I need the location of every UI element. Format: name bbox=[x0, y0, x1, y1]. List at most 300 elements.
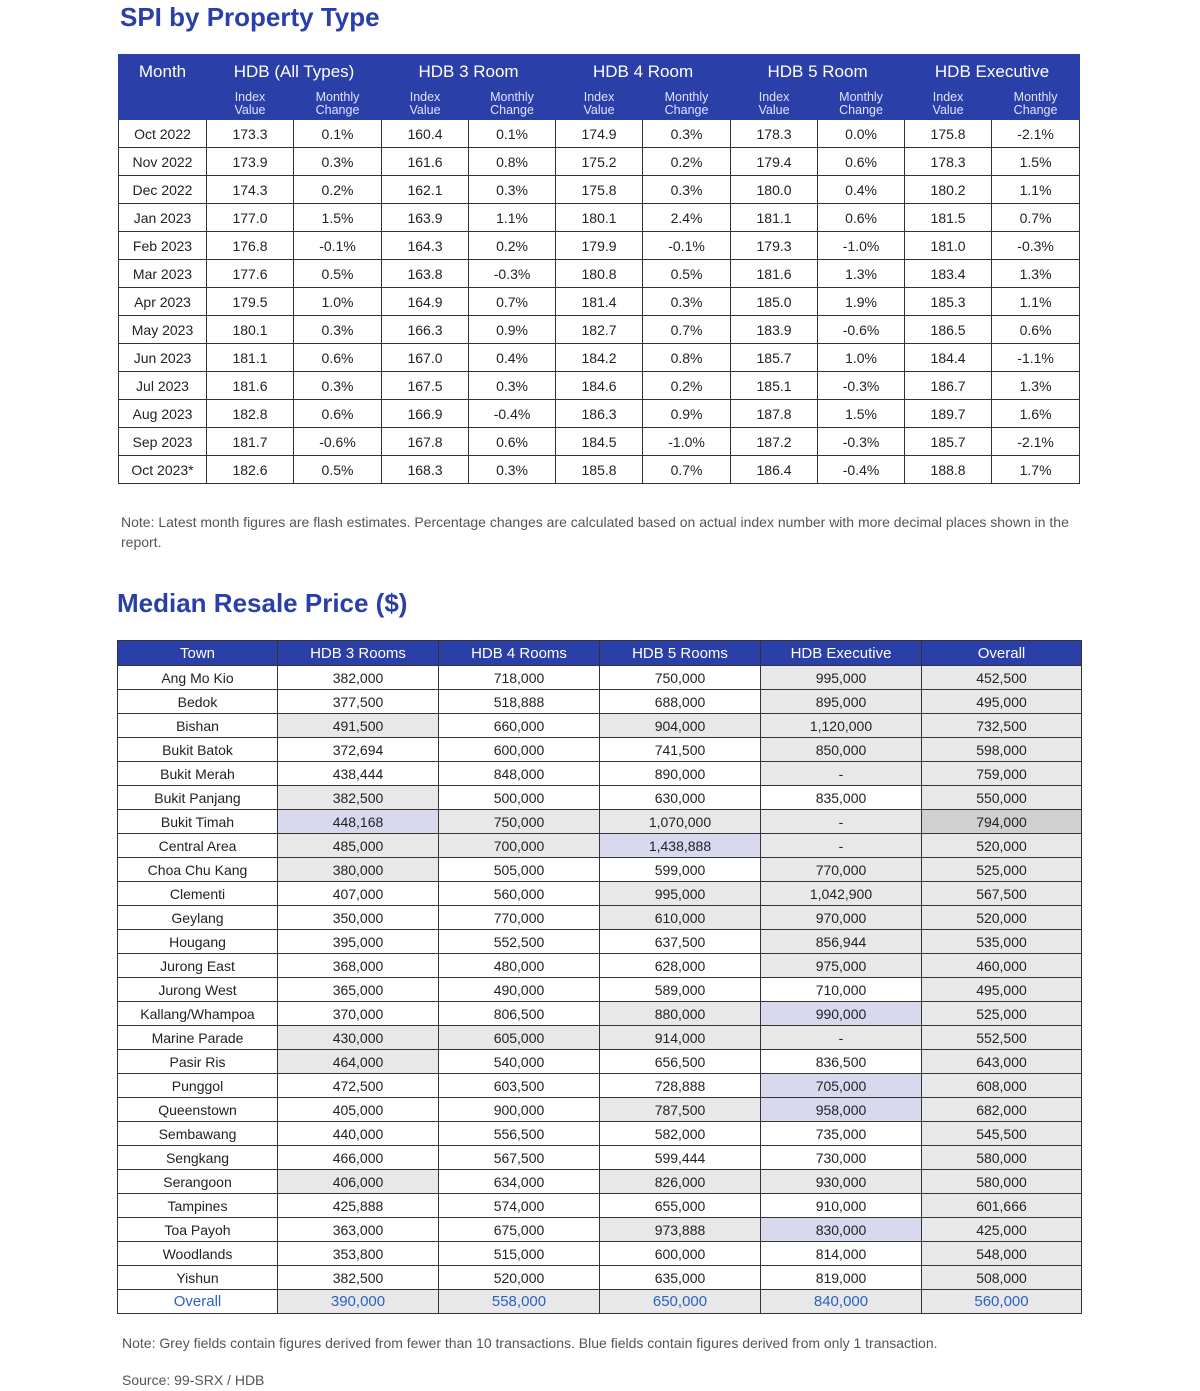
spi-month-cell: Oct 2022 bbox=[119, 120, 207, 148]
spi-value-cell: 166.3 bbox=[382, 316, 469, 344]
median-overall-value: 558,000 bbox=[439, 1290, 600, 1314]
median-town-cell: Tampines bbox=[118, 1194, 278, 1218]
spi-value-cell: -1.0% bbox=[643, 428, 731, 456]
median-row bbox=[118, 906, 1082, 930]
median-price-cell: 464,000 bbox=[278, 1050, 439, 1074]
median-price-cell: 599,444 bbox=[600, 1146, 761, 1170]
median-row bbox=[118, 1098, 1082, 1122]
spi-value-cell: 0.4% bbox=[818, 176, 905, 204]
spi-value-cell: 1.3% bbox=[992, 372, 1080, 400]
spi-value-cell: 186.4 bbox=[731, 456, 818, 484]
median-price-cell: 582,000 bbox=[600, 1122, 761, 1146]
spi-value-cell: 0.3% bbox=[469, 456, 556, 484]
median-row bbox=[118, 1122, 1082, 1146]
spi-value-cell: 0.0% bbox=[818, 120, 905, 148]
spi-value-cell: 184.2 bbox=[556, 344, 643, 372]
spi-value-cell: 181.7 bbox=[207, 428, 294, 456]
median-row bbox=[118, 1266, 1082, 1290]
spi-month-cell: May 2023 bbox=[119, 316, 207, 344]
median-price-cell: 365,000 bbox=[278, 978, 439, 1002]
median-price-cell: 406,000 bbox=[278, 1170, 439, 1194]
spi-value-cell: 175.8 bbox=[556, 176, 643, 204]
spi-value-cell: 0.5% bbox=[294, 260, 382, 288]
spi-value-cell: 0.3% bbox=[643, 288, 731, 316]
median-row bbox=[118, 1074, 1082, 1098]
median-price-cell: 508,000 bbox=[922, 1266, 1082, 1290]
spi-value-cell: 0.6% bbox=[992, 316, 1080, 344]
median-price-cell: 370,000 bbox=[278, 1002, 439, 1026]
spi-value-cell: -0.6% bbox=[818, 316, 905, 344]
median-row bbox=[118, 954, 1082, 978]
spi-month-cell: Feb 2023 bbox=[119, 232, 207, 260]
median-town-cell: Sengkang bbox=[118, 1146, 278, 1170]
median-price-cell: 520,000 bbox=[439, 1266, 600, 1290]
median-price-cell: 377,500 bbox=[278, 690, 439, 714]
spi-value-cell: 182.6 bbox=[207, 456, 294, 484]
spi-value-cell: 1.5% bbox=[818, 400, 905, 428]
median-price-cell: 491,500 bbox=[278, 714, 439, 738]
spi-value-cell: 173.9 bbox=[207, 148, 294, 176]
median-price-cell: 830,000 bbox=[761, 1218, 922, 1242]
median-price-cell: 363,000 bbox=[278, 1218, 439, 1242]
spi-value-cell: -0.3% bbox=[469, 260, 556, 288]
spi-value-cell: -1.1% bbox=[992, 344, 1080, 372]
median-price-cell: 914,000 bbox=[600, 1026, 761, 1050]
median-price-cell: 490,000 bbox=[439, 978, 600, 1002]
spi-value-cell: 0.2% bbox=[294, 176, 382, 204]
spi-value-cell: -2.1% bbox=[992, 428, 1080, 456]
spi-value-cell: 0.6% bbox=[294, 400, 382, 428]
median-town-cell: Clementi bbox=[118, 882, 278, 906]
spi-value-cell: 160.4 bbox=[382, 120, 469, 148]
spi-row bbox=[119, 372, 1080, 400]
median-price-cell: 520,000 bbox=[922, 834, 1082, 858]
spi-value-cell: 0.9% bbox=[643, 400, 731, 428]
spi-value-cell: 179.4 bbox=[731, 148, 818, 176]
spi-value-cell: 189.7 bbox=[905, 400, 992, 428]
spi-value-cell: 188.8 bbox=[905, 456, 992, 484]
median-price-cell: 395,000 bbox=[278, 930, 439, 954]
spi-value-cell: 177.0 bbox=[207, 204, 294, 232]
spi-value-cell: 187.2 bbox=[731, 428, 818, 456]
median-price-cell: 610,000 bbox=[600, 906, 761, 930]
median-row bbox=[118, 834, 1082, 858]
median-row bbox=[118, 690, 1082, 714]
spi-title: SPI by Property Type bbox=[120, 2, 380, 32]
median-price-cell: 382,500 bbox=[278, 1266, 439, 1290]
spi-value-cell: 1.1% bbox=[992, 288, 1080, 316]
spi-value-cell: -0.3% bbox=[818, 428, 905, 456]
spi-row bbox=[119, 456, 1080, 484]
median-price-cell: 382,500 bbox=[278, 786, 439, 810]
spi-value-cell: 180.8 bbox=[556, 260, 643, 288]
median-row bbox=[118, 1026, 1082, 1050]
spi-month-cell: Sep 2023 bbox=[119, 428, 207, 456]
spi-value-cell: 0.3% bbox=[294, 316, 382, 344]
median-price-cell: 910,000 bbox=[761, 1194, 922, 1218]
spi-value-cell: 181.5 bbox=[905, 204, 992, 232]
spi-value-cell: -1.0% bbox=[818, 232, 905, 260]
median-price-cell: 814,000 bbox=[761, 1242, 922, 1266]
spi-value-cell: 0.3% bbox=[469, 176, 556, 204]
median-price-cell: 460,000 bbox=[922, 954, 1082, 978]
spi-value-cell: 182.7 bbox=[556, 316, 643, 344]
spi-value-cell: 179.9 bbox=[556, 232, 643, 260]
spi-value-cell: -2.1% bbox=[992, 120, 1080, 148]
median-price-cell: 806,500 bbox=[439, 1002, 600, 1026]
spi-value-cell: 184.6 bbox=[556, 372, 643, 400]
median-town-cell: Pasir Ris bbox=[118, 1050, 278, 1074]
median-price-cell: 560,000 bbox=[439, 882, 600, 906]
spi-subheader-index-value: Index Value bbox=[905, 89, 992, 120]
median-price-cell: 556,500 bbox=[439, 1122, 600, 1146]
spi-subheader-monthly-change: Monthly Change bbox=[469, 89, 556, 120]
spi-value-cell: 161.6 bbox=[382, 148, 469, 176]
median-price-cell: 472,500 bbox=[278, 1074, 439, 1098]
median-town-cell: Jurong East bbox=[118, 954, 278, 978]
median-price-cell: 995,000 bbox=[761, 666, 922, 690]
spi-value-cell: 174.3 bbox=[207, 176, 294, 204]
median-price-cell: 850,000 bbox=[761, 738, 922, 762]
spi-subheader-index-value: Index Value bbox=[731, 89, 818, 120]
median-town-cell: Kallang/Whampoa bbox=[118, 1002, 278, 1026]
median-row bbox=[118, 882, 1082, 906]
spi-value-cell: 179.3 bbox=[731, 232, 818, 260]
median-price-cell: 466,000 bbox=[278, 1146, 439, 1170]
spi-value-cell: 184.4 bbox=[905, 344, 992, 372]
spi-value-cell: 0.3% bbox=[294, 372, 382, 400]
spi-subheader-index-value: Index Value bbox=[382, 89, 469, 120]
median-price-cell: 505,000 bbox=[439, 858, 600, 882]
spi-value-cell: 177.6 bbox=[207, 260, 294, 288]
median-price-cell: 480,000 bbox=[439, 954, 600, 978]
median-price-cell: 550,000 bbox=[922, 786, 1082, 810]
spi-value-cell: 1.5% bbox=[992, 148, 1080, 176]
median-price-cell: 848,000 bbox=[439, 762, 600, 786]
spi-value-cell: -0.4% bbox=[818, 456, 905, 484]
spi-value-cell: 0.3% bbox=[469, 372, 556, 400]
spi-value-cell: 164.9 bbox=[382, 288, 469, 316]
median-price-cell: 580,000 bbox=[922, 1146, 1082, 1170]
spi-row bbox=[119, 204, 1080, 232]
median-price-cell: 500,000 bbox=[439, 786, 600, 810]
spi-header-3-room: HDB 3 Room bbox=[382, 55, 556, 89]
median-price-cell: 728,888 bbox=[600, 1074, 761, 1098]
median-row bbox=[118, 738, 1082, 762]
median-price-cell: 682,000 bbox=[922, 1098, 1082, 1122]
median-price-cell: - bbox=[761, 834, 922, 858]
median-town-cell: Geylang bbox=[118, 906, 278, 930]
median-price-cell: 705,000 bbox=[761, 1074, 922, 1098]
median-town-cell: Yishun bbox=[118, 1266, 278, 1290]
median-town-cell: Queenstown bbox=[118, 1098, 278, 1122]
median-price-cell: 656,500 bbox=[600, 1050, 761, 1074]
median-price-cell: 600,000 bbox=[600, 1242, 761, 1266]
spi-subheader-index-value: Index Value bbox=[207, 89, 294, 120]
median-town-cell: Bukit Batok bbox=[118, 738, 278, 762]
spi-value-cell: 0.6% bbox=[294, 344, 382, 372]
spi-value-cell: 176.8 bbox=[207, 232, 294, 260]
median-price-cell: 495,000 bbox=[922, 690, 1082, 714]
spi-value-cell: -0.6% bbox=[294, 428, 382, 456]
median-town-cell: Toa Payoh bbox=[118, 1218, 278, 1242]
median-price-cell: 452,500 bbox=[922, 666, 1082, 690]
median-price-cell: 598,000 bbox=[922, 738, 1082, 762]
median-price-cell: 535,000 bbox=[922, 930, 1082, 954]
median-price-cell: 589,000 bbox=[600, 978, 761, 1002]
spi-value-cell: 181.4 bbox=[556, 288, 643, 316]
median-price-cell: 904,000 bbox=[600, 714, 761, 738]
spi-value-cell: 0.2% bbox=[643, 372, 731, 400]
median-price-cell: 545,500 bbox=[922, 1122, 1082, 1146]
spi-row bbox=[119, 288, 1080, 316]
median-price-cell: 655,000 bbox=[600, 1194, 761, 1218]
median-price-cell: 440,000 bbox=[278, 1122, 439, 1146]
median-price-cell: 970,000 bbox=[761, 906, 922, 930]
median-town-cell: Serangoon bbox=[118, 1170, 278, 1194]
median-town-cell: Jurong West bbox=[118, 978, 278, 1002]
median-price-cell: 605,000 bbox=[439, 1026, 600, 1050]
spi-value-cell: -0.1% bbox=[643, 232, 731, 260]
median-price-cell: 890,000 bbox=[600, 762, 761, 786]
median-overall-value: 840,000 bbox=[761, 1290, 922, 1314]
median-town-cell: Bukit Panjang bbox=[118, 786, 278, 810]
spi-value-cell: 0.3% bbox=[294, 148, 382, 176]
spi-subheader-monthly-change: Monthly Change bbox=[818, 89, 905, 120]
median-price-cell: 930,000 bbox=[761, 1170, 922, 1194]
spi-value-cell: 162.1 bbox=[382, 176, 469, 204]
spi-month-cell: Jun 2023 bbox=[119, 344, 207, 372]
median-price-cell: 425,888 bbox=[278, 1194, 439, 1218]
median-price-cell: 552,500 bbox=[439, 930, 600, 954]
spi-value-cell: 180.0 bbox=[731, 176, 818, 204]
median-note: Note: Grey fields contain figures derived from fewer than 10 transactions. Blue fields contain figures derived from only 1 transaction. bbox=[122, 1335, 938, 1351]
spi-value-cell: 178.3 bbox=[731, 120, 818, 148]
median-price-cell: 599,000 bbox=[600, 858, 761, 882]
spi-header-executive: HDB Executive bbox=[905, 55, 1080, 89]
median-row bbox=[118, 858, 1082, 882]
spi-value-cell: 1.1% bbox=[992, 176, 1080, 204]
spi-month-cell: Dec 2022 bbox=[119, 176, 207, 204]
spi-value-cell: 0.6% bbox=[818, 204, 905, 232]
median-row bbox=[118, 810, 1082, 834]
median-price-cell: 485,000 bbox=[278, 834, 439, 858]
spi-value-cell: 181.0 bbox=[905, 232, 992, 260]
spi-value-cell: 0.3% bbox=[643, 176, 731, 204]
spi-subheader-monthly-change: Monthly Change bbox=[992, 89, 1080, 120]
spi-value-cell: 0.9% bbox=[469, 316, 556, 344]
median-price-cell: 990,000 bbox=[761, 1002, 922, 1026]
spi-value-cell: 186.5 bbox=[905, 316, 992, 344]
spi-subheader-index-value: Index Value bbox=[556, 89, 643, 120]
median-overall-value: 390,000 bbox=[278, 1290, 439, 1314]
median-price-cell: 900,000 bbox=[439, 1098, 600, 1122]
median-price-cell: 1,042,900 bbox=[761, 882, 922, 906]
median-overall-value: 560,000 bbox=[922, 1290, 1082, 1314]
spi-value-cell: 167.8 bbox=[382, 428, 469, 456]
spi-month-cell: Aug 2023 bbox=[119, 400, 207, 428]
median-price-cell: 770,000 bbox=[761, 858, 922, 882]
spi-value-cell: 0.8% bbox=[469, 148, 556, 176]
median-town-cell: Bedok bbox=[118, 690, 278, 714]
median-town-cell: Bukit Merah bbox=[118, 762, 278, 786]
spi-value-cell: 178.3 bbox=[905, 148, 992, 176]
median-row bbox=[118, 714, 1082, 738]
median-price-cell: - bbox=[761, 1026, 922, 1050]
spi-month-cell: Jul 2023 bbox=[119, 372, 207, 400]
spi-value-cell: 1.1% bbox=[469, 204, 556, 232]
median-price-cell: 520,000 bbox=[922, 906, 1082, 930]
median-price-cell: 637,500 bbox=[600, 930, 761, 954]
spi-value-cell: 1.0% bbox=[818, 344, 905, 372]
median-row bbox=[118, 666, 1082, 690]
median-price-cell: 630,000 bbox=[600, 786, 761, 810]
spi-month-cell: Oct 2023* bbox=[119, 456, 207, 484]
spi-value-cell: 183.4 bbox=[905, 260, 992, 288]
median-row bbox=[118, 1242, 1082, 1266]
spi-value-cell: 181.6 bbox=[207, 372, 294, 400]
median-price-cell: 741,500 bbox=[600, 738, 761, 762]
spi-value-cell: 1.6% bbox=[992, 400, 1080, 428]
median-price-cell: 518,888 bbox=[439, 690, 600, 714]
spi-header-5-room: HDB 5 Room bbox=[731, 55, 905, 89]
spi-value-cell: 185.0 bbox=[731, 288, 818, 316]
median-price-cell: 635,000 bbox=[600, 1266, 761, 1290]
spi-value-cell: 168.3 bbox=[382, 456, 469, 484]
spi-subheader-row bbox=[119, 89, 1080, 120]
spi-value-cell: 0.7% bbox=[469, 288, 556, 316]
median-price-cell: 995,000 bbox=[600, 882, 761, 906]
median-title: Median Resale Price ($) bbox=[117, 588, 408, 618]
spi-value-cell: 0.2% bbox=[469, 232, 556, 260]
median-price-cell: 759,000 bbox=[922, 762, 1082, 786]
median-price-cell: 525,000 bbox=[922, 858, 1082, 882]
median-row bbox=[118, 930, 1082, 954]
spi-subheader-blank bbox=[119, 89, 207, 120]
spi-month-cell: Nov 2022 bbox=[119, 148, 207, 176]
median-row bbox=[118, 1146, 1082, 1170]
median-price-cell: 819,000 bbox=[761, 1266, 922, 1290]
median-price-cell: - bbox=[761, 810, 922, 834]
spi-month-cell: Mar 2023 bbox=[119, 260, 207, 288]
median-price-cell: 770,000 bbox=[439, 906, 600, 930]
median-row bbox=[118, 978, 1082, 1002]
median-header-3-rooms: HDB 3 Rooms bbox=[278, 641, 439, 666]
median-price-cell: 1,070,000 bbox=[600, 810, 761, 834]
spi-value-cell: 180.1 bbox=[556, 204, 643, 232]
spi-value-cell: 0.8% bbox=[643, 344, 731, 372]
spi-value-cell: 185.1 bbox=[731, 372, 818, 400]
spi-row bbox=[119, 316, 1080, 344]
median-header-town: Town bbox=[118, 641, 278, 666]
spi-value-cell: 180.1 bbox=[207, 316, 294, 344]
median-price-cell: 975,000 bbox=[761, 954, 922, 978]
median-row bbox=[118, 786, 1082, 810]
spi-value-cell: 1.5% bbox=[294, 204, 382, 232]
median-price-cell: 1,438,888 bbox=[600, 834, 761, 858]
median-price-cell: 1,120,000 bbox=[761, 714, 922, 738]
median-price-cell: 548,000 bbox=[922, 1242, 1082, 1266]
spi-value-cell: 1.9% bbox=[818, 288, 905, 316]
median-price-cell: 973,888 bbox=[600, 1218, 761, 1242]
spi-value-cell: 0.4% bbox=[469, 344, 556, 372]
median-price-cell: 350,000 bbox=[278, 906, 439, 930]
median-price-cell: 574,000 bbox=[439, 1194, 600, 1218]
median-town-cell: Punggol bbox=[118, 1074, 278, 1098]
median-price-cell: 718,000 bbox=[439, 666, 600, 690]
spi-value-cell: 0.7% bbox=[643, 316, 731, 344]
spi-value-cell: 185.8 bbox=[556, 456, 643, 484]
spi-value-cell: 0.1% bbox=[469, 120, 556, 148]
median-price-cell: 628,000 bbox=[600, 954, 761, 978]
median-town-cell: Bishan bbox=[118, 714, 278, 738]
median-header-overall: Overall bbox=[922, 641, 1082, 666]
median-price-cell: 353,800 bbox=[278, 1242, 439, 1266]
spi-value-cell: 166.9 bbox=[382, 400, 469, 428]
median-price-cell: 515,000 bbox=[439, 1242, 600, 1266]
spi-month-cell: Jan 2023 bbox=[119, 204, 207, 232]
median-price-cell: 634,000 bbox=[439, 1170, 600, 1194]
median-price-cell: 405,000 bbox=[278, 1098, 439, 1122]
spi-value-cell: 179.5 bbox=[207, 288, 294, 316]
spi-value-cell: 1.3% bbox=[992, 260, 1080, 288]
spi-value-cell: 167.0 bbox=[382, 344, 469, 372]
median-price-cell: 567,500 bbox=[922, 882, 1082, 906]
median-town-cell: Bukit Timah bbox=[118, 810, 278, 834]
median-price-cell: 700,000 bbox=[439, 834, 600, 858]
median-town-cell: Sembawang bbox=[118, 1122, 278, 1146]
spi-table bbox=[118, 54, 1080, 484]
spi-month-cell: Apr 2023 bbox=[119, 288, 207, 316]
median-price-cell: 603,500 bbox=[439, 1074, 600, 1098]
median-price-cell: 448,168 bbox=[278, 810, 439, 834]
median-price-cell: 794,000 bbox=[922, 810, 1082, 834]
spi-row bbox=[119, 120, 1080, 148]
spi-row bbox=[119, 400, 1080, 428]
spi-value-cell: 1.0% bbox=[294, 288, 382, 316]
spi-value-cell: 182.8 bbox=[207, 400, 294, 428]
spi-value-cell: 2.4% bbox=[643, 204, 731, 232]
median-price-cell: 660,000 bbox=[439, 714, 600, 738]
spi-value-cell: 185.7 bbox=[731, 344, 818, 372]
median-header-5-rooms: HDB 5 Rooms bbox=[600, 641, 761, 666]
median-price-cell: 750,000 bbox=[439, 810, 600, 834]
median-town-cell: Choa Chu Kang bbox=[118, 858, 278, 882]
median-price-cell: 600,000 bbox=[439, 738, 600, 762]
median-town-cell: Central Area bbox=[118, 834, 278, 858]
median-price-cell: 495,000 bbox=[922, 978, 1082, 1002]
spi-value-cell: 185.3 bbox=[905, 288, 992, 316]
spi-header-4-room: HDB 4 Room bbox=[556, 55, 731, 89]
median-price-cell: 895,000 bbox=[761, 690, 922, 714]
spi-value-cell: 186.3 bbox=[556, 400, 643, 428]
median-price-cell: 826,000 bbox=[600, 1170, 761, 1194]
spi-value-cell: 180.2 bbox=[905, 176, 992, 204]
spi-row bbox=[119, 260, 1080, 288]
spi-value-cell: 186.7 bbox=[905, 372, 992, 400]
spi-value-cell: 0.7% bbox=[992, 204, 1080, 232]
spi-header-month: Month bbox=[119, 55, 207, 89]
median-overall-label: Overall bbox=[118, 1290, 278, 1314]
median-price-cell: 368,000 bbox=[278, 954, 439, 978]
spi-value-cell: 0.5% bbox=[643, 260, 731, 288]
median-town-cell: Woodlands bbox=[118, 1242, 278, 1266]
median-row bbox=[118, 1170, 1082, 1194]
median-price-cell: 608,000 bbox=[922, 1074, 1082, 1098]
spi-value-cell: -0.3% bbox=[818, 372, 905, 400]
median-price-cell: 372,694 bbox=[278, 738, 439, 762]
median-price-cell: 425,000 bbox=[922, 1218, 1082, 1242]
